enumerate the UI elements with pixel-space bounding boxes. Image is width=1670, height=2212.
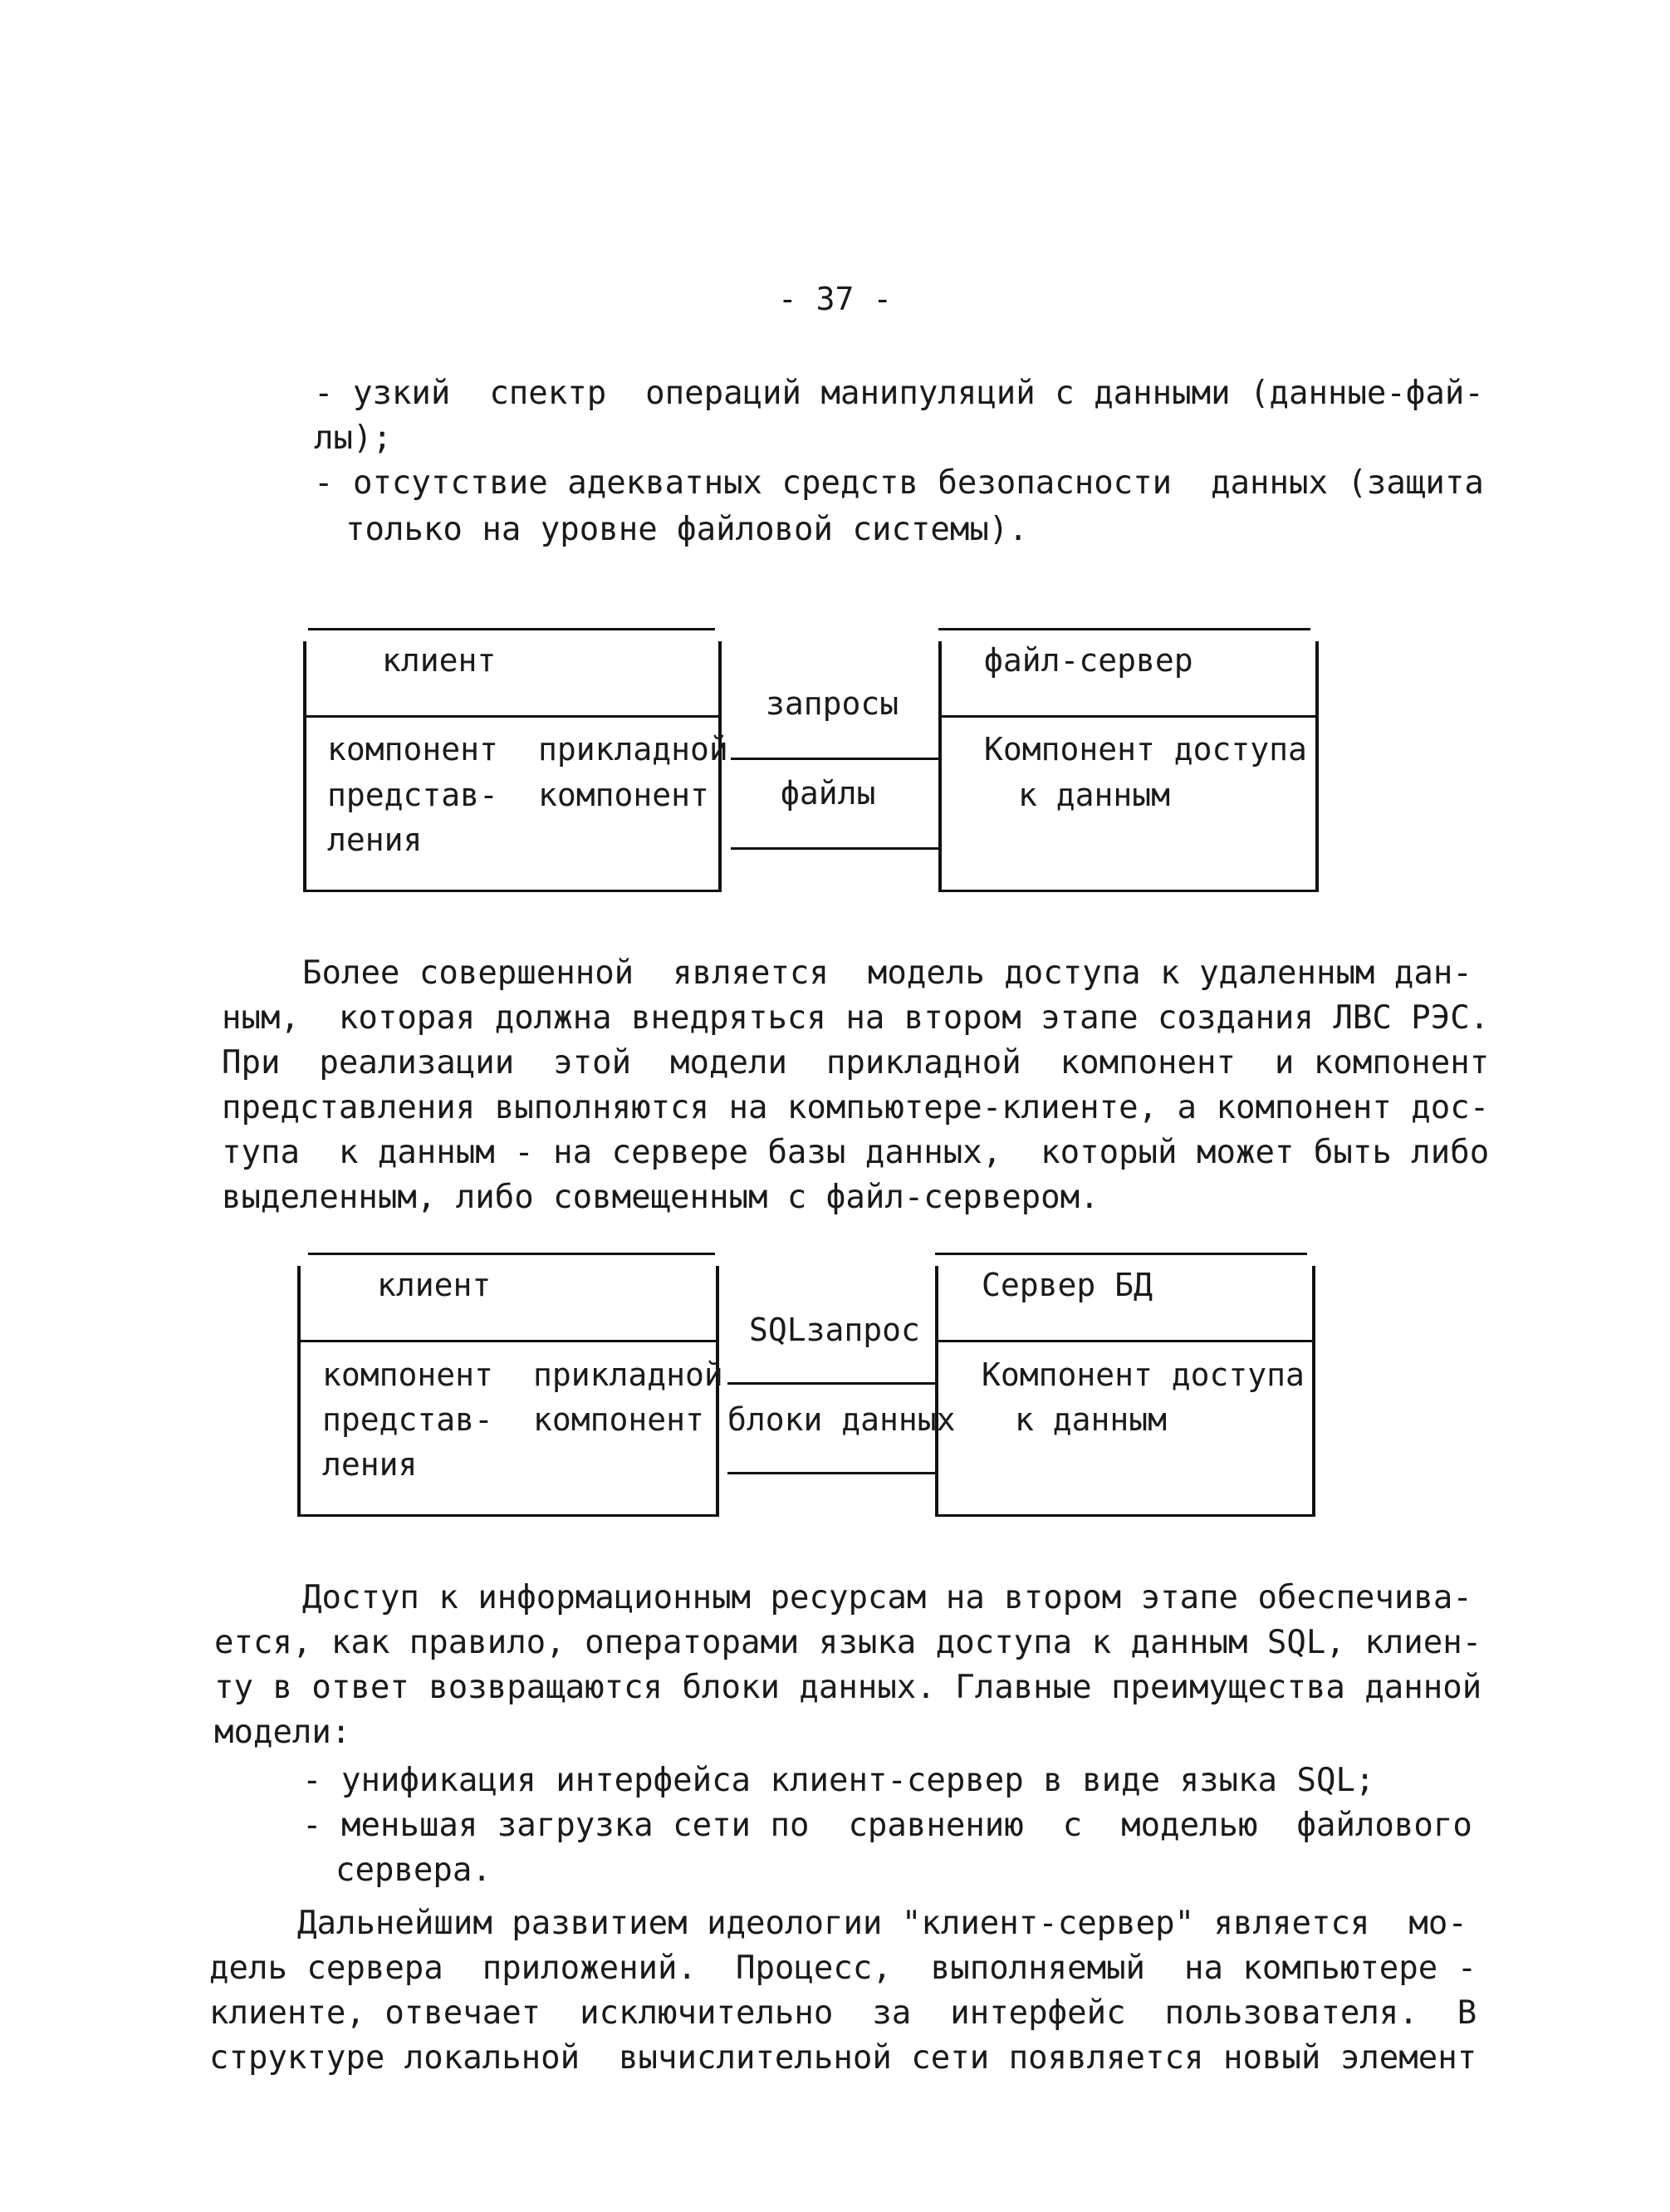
presentation-component-line1: компонент bbox=[322, 1356, 493, 1393]
paragraph-line: ту в ответ возвращаются блоки данных. Главные преимущества данной bbox=[214, 1669, 1482, 1706]
client-title: клиент bbox=[377, 1267, 492, 1303]
presentation-component-line3: ления bbox=[322, 1446, 418, 1483]
paragraph-line: При реализации этой модели прикладной компонент и компонент bbox=[222, 1044, 1490, 1081]
paragraph-line: структуре локальной вычислительной сети появляется новый элемент bbox=[209, 2039, 1477, 2077]
data-blocks-arrow-line bbox=[727, 1472, 935, 1474]
client-title-box bbox=[297, 1266, 719, 1342]
paragraph-line: представления выполняются на компьютере-клиенте, а компонент дос- bbox=[222, 1089, 1490, 1126]
files-label: файлы bbox=[781, 775, 876, 812]
client-title: клиент bbox=[382, 642, 497, 679]
paragraph-line: выделенным, либо совмещенным с файл-сервером. bbox=[222, 1179, 1099, 1216]
data-access-component-line1: Компонент доступа bbox=[982, 1356, 1305, 1393]
requests-arrow-line bbox=[731, 758, 938, 760]
paragraph-line: Доступ к информационным ресурсам на втором этапе обеспечива- bbox=[302, 1579, 1472, 1616]
data-access-component-line1: Компонент доступа bbox=[984, 731, 1307, 768]
file-server-title: файл-сервер bbox=[984, 642, 1193, 679]
paragraph-line: дель сервера приложений. Процесс, выполняемый на компьютере - bbox=[209, 1950, 1477, 1987]
paragraph-line: Более совершенной является модель доступа к удаленным дан- bbox=[302, 954, 1472, 992]
client-title-box bbox=[303, 641, 722, 718]
paragraph-line: ется, как правило, операторами языка доступа к данным SQL, клиен- bbox=[214, 1624, 1482, 1661]
paragraph-line: Дальнейшим развитием идеологии "клиент-сервер" является мо- bbox=[297, 1905, 1467, 1942]
application-component-line1: прикладной bbox=[538, 731, 728, 768]
presentation-component-line2: представ- bbox=[322, 1401, 493, 1438]
server-box-top-line bbox=[938, 628, 1310, 630]
client-box-top-line bbox=[308, 1253, 715, 1255]
list-item-continuation: сервера. bbox=[335, 1852, 492, 1889]
application-component-line2: компонент bbox=[533, 1401, 704, 1438]
sql-request-arrow-line bbox=[727, 1382, 935, 1385]
requests-label: запросы bbox=[766, 685, 899, 722]
paragraph-line: тупа к данным - на сервере базы данных, который может быть либо bbox=[222, 1134, 1490, 1171]
list-item: - отсутствие адекватных средств безопасности данных (защита bbox=[314, 464, 1484, 502]
list-item-continuation: только на уровне файловой системы). bbox=[345, 511, 1028, 548]
data-access-component-line2: к данным bbox=[1015, 1401, 1168, 1438]
presentation-component-line2: представ- bbox=[327, 777, 498, 813]
client-box-top-line bbox=[308, 628, 715, 630]
list-item: - меньшая загрузка сети по сравнению с моделью файлового bbox=[302, 1807, 1472, 1844]
files-arrow-line bbox=[731, 847, 938, 850]
list-item: - узкий спектр операций манипуляций с данными (данные-фай- bbox=[314, 375, 1484, 412]
paragraph-line: клиенте, отвечает исключительно за интерфейс пользователя. В bbox=[209, 1994, 1477, 2032]
paragraph-line: ным, которая должна внедряться на втором этапе создания ЛВС РЭС. bbox=[222, 999, 1490, 1037]
paragraph-line: модели: bbox=[214, 1714, 351, 1751]
db-server-title: Сервер БД bbox=[982, 1267, 1153, 1303]
presentation-component-line1: компонент bbox=[327, 731, 498, 768]
sql-request-label: SQLзапрос bbox=[749, 1312, 920, 1348]
presentation-component-line3: ления bbox=[327, 822, 423, 858]
list-item-continuation: лы); bbox=[314, 419, 392, 457]
data-blocks-label: блоки данных bbox=[727, 1401, 956, 1438]
page-number: - 37 - bbox=[777, 281, 893, 317]
server-box-top-line bbox=[935, 1253, 1307, 1255]
list-item: - унификация интерфейса клиент-сервер в виде языка SQL; bbox=[302, 1762, 1375, 1799]
application-component-line1: прикладной bbox=[533, 1356, 723, 1393]
data-access-component-line2: к данным bbox=[1018, 777, 1171, 813]
application-component-line2: компонент bbox=[538, 777, 709, 813]
